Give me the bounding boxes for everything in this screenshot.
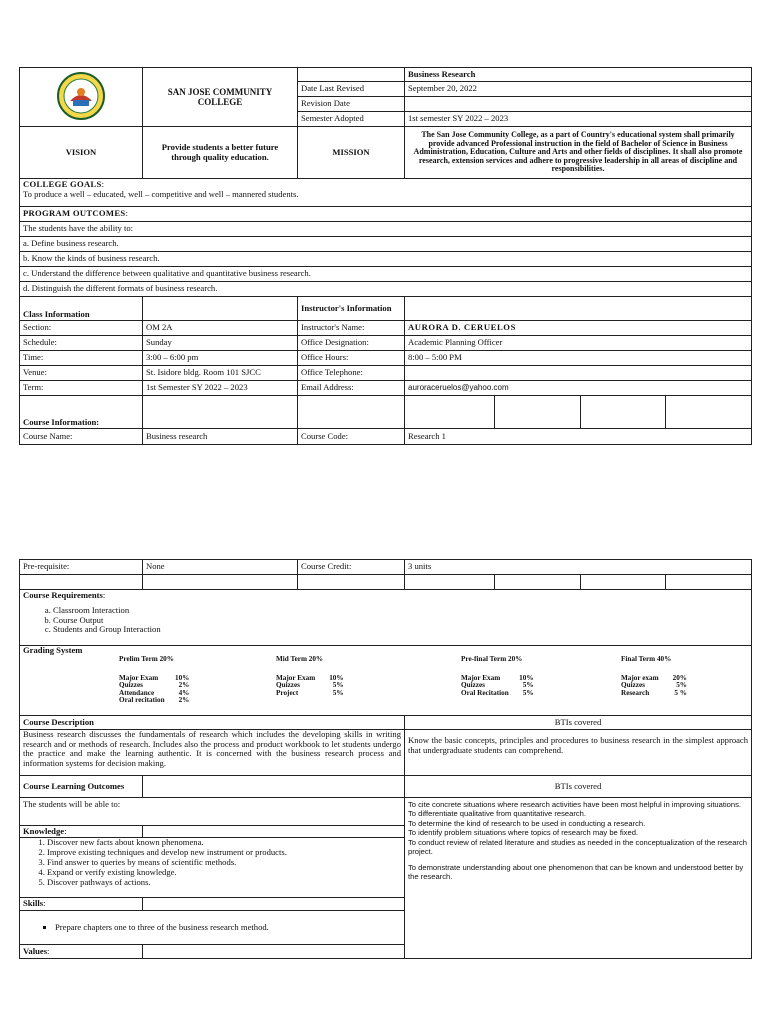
grade-item-label: Major Exam xyxy=(461,673,501,682)
course-requirements-label: Course Requirements xyxy=(23,590,103,600)
description-bti-label: BTIs covered xyxy=(405,716,752,730)
venue-label: Venue: xyxy=(20,366,143,381)
course-requirements-section: Course Requirements: a. Classroom Interaction b. Course Output c. Students and Group Interaction xyxy=(20,590,752,646)
course-learning-outcomes-label: Course Learning Outcomes xyxy=(20,776,143,798)
instructor-information-label: Instructor's Information xyxy=(298,297,405,321)
skills-item: ▪ Prepare chapters one to three of the business research method. xyxy=(55,923,401,933)
grade-item-weight: 5% xyxy=(522,688,534,697)
grade-item-label: Oral Recitation xyxy=(461,688,509,697)
course-name-label: Course Name: xyxy=(20,429,143,445)
blank-cell xyxy=(20,575,143,590)
mid-term-grading xyxy=(276,655,344,697)
syllabus-details-table xyxy=(19,559,752,959)
term-label: Term: xyxy=(20,381,143,396)
grade-item-weight: 5% xyxy=(332,688,344,697)
prefinal-term-heading: Pre-final Term 20% xyxy=(461,655,523,664)
office-hours-value: 8:00 – 5:00 PM xyxy=(405,351,752,366)
revision-date-value xyxy=(405,97,752,112)
blank-cell xyxy=(581,575,666,590)
office-hours-label: Office Hours: xyxy=(298,351,405,366)
skills-label: Skills xyxy=(23,898,44,909)
class-information-label: Class Information xyxy=(20,297,143,321)
section-value: OM 2A xyxy=(143,321,298,336)
blank-cell xyxy=(666,575,752,590)
values-label: Values xyxy=(23,945,48,956)
grade-item-weight: 5% xyxy=(332,681,344,690)
class-info-blank xyxy=(143,297,298,321)
grade-item-label: Major Exam xyxy=(276,673,316,682)
course-info-blank xyxy=(581,396,666,429)
outcomes-bti-label: BTIs covered xyxy=(405,776,752,798)
semester-adopted-value: 1st semester SY 2022 – 2023 xyxy=(405,112,752,127)
knowledge-item: 4. Expand or verify existing knowledge. xyxy=(47,868,401,878)
syllabus-page-top xyxy=(19,67,751,445)
grading-system-label: Grading System xyxy=(23,645,83,655)
office-telephone-value xyxy=(405,366,752,381)
program-outcome-item: a. Define business research. xyxy=(20,237,752,252)
bti-item: To differentiate qualitative from quantitative research. xyxy=(408,809,586,819)
college-name: SAN JOSE COMMUNITY COLLEGE xyxy=(143,68,298,127)
knowledge-label: Knowledge xyxy=(23,825,65,836)
grade-item-label: Quizzes xyxy=(461,681,485,690)
knowledge-item: 1. Discover new facts about known phenomena. xyxy=(47,838,401,848)
semester-adopted-label: Semester Adopted xyxy=(298,112,405,127)
instructor-info-blank xyxy=(405,297,752,321)
course-title: Business Research xyxy=(405,68,752,82)
college-goals-text: To produce a well – educated, well – competitive and well – mannered students. xyxy=(23,188,299,199)
requirements-list xyxy=(23,606,748,636)
syllabus-page-bottom xyxy=(19,559,751,959)
requirement-item: c. Students and Group Interaction xyxy=(53,625,748,635)
program-outcome-item: c. Understand the difference between qualitative and quantitative business research. xyxy=(20,267,752,282)
grade-item-weight: 5% xyxy=(676,681,687,690)
section-label: Section: xyxy=(20,321,143,336)
blank-cell xyxy=(143,575,298,590)
outcomes-bti-list xyxy=(405,798,752,959)
college-goals-section: COLLEGE GOALS: To produce a well – educated, well – competitive and well – mannered students. xyxy=(20,179,752,207)
email-label: Email Address: xyxy=(298,381,405,396)
bti-item: To cite concrete situations where research activities have been most helpful in improving situations. xyxy=(408,800,742,809)
vision-label: VISION xyxy=(20,127,143,179)
requirement-item: b. Course Output xyxy=(53,616,748,626)
blank-cell xyxy=(405,575,495,590)
grade-item-weight: 4% xyxy=(178,688,190,697)
bti-item: To demonstrate understanding about one phenomenon that can be known and understood better by the research. xyxy=(408,862,744,882)
grade-item-weight: 2% xyxy=(178,681,190,690)
bti-item: To identify problem situations where topics of research may be fixed. xyxy=(408,828,639,838)
blank-cell xyxy=(143,826,405,838)
prelim-term-heading: Prelim Term 20% xyxy=(119,655,174,664)
instructor-name-value: AURORA D. CERUELOS xyxy=(405,321,752,336)
time-label: Time: xyxy=(20,351,143,366)
mission-text: The San Jose Community College, as a part of Country's educational system shall primarily provide advanced Professional instruction in the field of Bachelor of Science in Business Administration, Education, Culture and Arts and other fields of disciplines. It shall also promote research, extension services and adhere to progressive leadership in all areas of discipline and responsibilities. xyxy=(405,127,752,179)
grade-item-label: Oral recitation xyxy=(119,696,165,705)
course-credit-label: Course Credit: xyxy=(298,560,405,575)
description-bti-text: Know the basic concepts, principles and procedures to business research in the simplest approach that undergraduate students can comprehend. xyxy=(405,730,752,776)
learning-outcomes-intro: The students will be able to: xyxy=(20,798,405,826)
blank-cell xyxy=(298,575,405,590)
blank-cell xyxy=(143,898,405,911)
course-info-blank xyxy=(666,396,752,429)
grade-item-label: Attendance xyxy=(119,688,155,697)
date-last-revised-value: September 20, 2022 xyxy=(405,82,752,97)
skills-header: Skills: xyxy=(20,898,143,911)
grade-item-weight: 5 % xyxy=(674,688,687,697)
revision-date-label: Revision Date xyxy=(298,97,405,112)
time-value: 3:00 – 6:00 pm xyxy=(143,351,298,366)
knowledge-list xyxy=(23,838,401,887)
program-outcomes-label: PROGRAM OUTCOMES xyxy=(23,208,126,219)
requirement-item: a. Classroom Interaction xyxy=(53,606,748,616)
program-outcomes-intro: The students have the ability to: xyxy=(20,222,752,237)
grade-item-weight: 2% xyxy=(178,696,190,705)
venue-value: St. Isidore bldg. Room 101 SJCC xyxy=(143,366,298,381)
college-goals-label: COLLEGE GOALS xyxy=(23,179,102,189)
logo-cell xyxy=(20,68,143,127)
program-outcome-item: b. Know the kinds of business research. xyxy=(20,252,752,267)
course-information-label: Course Information: xyxy=(20,396,143,429)
grade-item-label: Major exam xyxy=(621,673,659,682)
office-telephone-label: Office Telephone: xyxy=(298,366,405,381)
schedule-value: Sunday xyxy=(143,336,298,351)
blank-cell xyxy=(495,575,581,590)
grade-item-label: Quizzes xyxy=(621,681,645,690)
skills-list xyxy=(23,923,401,933)
grade-item-weight: 10% xyxy=(329,673,344,682)
course-credit-value: 3 units xyxy=(405,560,752,575)
blank-cell xyxy=(143,945,405,959)
final-term-grading xyxy=(621,655,687,697)
program-outcome-item: d. Distinguish the different formats of business research. xyxy=(20,282,752,297)
course-code-value: Research 1 xyxy=(405,429,752,445)
email-value: auroraceruelos@yahoo.com xyxy=(405,381,752,396)
grade-item-weight: 20% xyxy=(672,673,687,682)
prerequisite-value: None xyxy=(143,560,298,575)
schedule-label: Schedule: xyxy=(20,336,143,351)
program-outcomes-header: PROGRAM OUTCOMES: xyxy=(20,207,752,222)
syllabus-header-table xyxy=(19,67,752,445)
bti-item: To determine the kind of research to be used in conducting a research. xyxy=(408,818,646,828)
knowledge-header: Knowledge: xyxy=(20,826,143,838)
knowledge-item: 3. Find answer to queries by means of scientific methods. xyxy=(47,858,401,868)
course-info-blank xyxy=(298,396,405,429)
knowledge-item: 5. Discover pathways of actions. xyxy=(47,878,401,888)
course-info-blank xyxy=(495,396,581,429)
course-name-value: Business research xyxy=(143,429,298,445)
instructor-name-label: Instructor's Name: xyxy=(298,321,405,336)
course-code-label: Course Code: xyxy=(298,429,405,445)
prefinal-term-grading xyxy=(461,655,534,697)
mission-label: MISSION xyxy=(298,127,405,179)
bti-item: To conduct review of related literature and studies as needed in the conceptualization of the research project. xyxy=(408,837,747,857)
grade-item-weight: 5% xyxy=(522,681,534,690)
grade-item-label: Quizzes xyxy=(119,681,143,690)
grading-system-section xyxy=(20,646,752,716)
grade-item-label: Major Exam xyxy=(119,673,159,682)
final-term-heading: Final Term 40% xyxy=(621,655,672,664)
grade-item-label: Project xyxy=(276,688,299,697)
knowledge-item: 2. Improve existing techniques and develop new instrument or products. xyxy=(47,848,401,858)
values-header: Values: xyxy=(20,945,143,959)
header-blank-cell xyxy=(298,68,405,82)
course-description-label: Course Description xyxy=(20,716,405,730)
college-seal-logo xyxy=(56,71,106,121)
mid-term-heading: Mid Term 20% xyxy=(276,655,324,664)
prelim-term-grading xyxy=(119,655,189,704)
date-last-revised-label: Date Last Revised xyxy=(298,82,405,97)
office-designation-label: Office Designation: xyxy=(298,336,405,351)
course-info-blank xyxy=(143,396,298,429)
skills-section xyxy=(20,911,405,945)
course-info-blank xyxy=(405,396,495,429)
grading-breakdown xyxy=(23,655,748,711)
blank-cell xyxy=(143,776,405,798)
office-designation-value: Academic Planning Officer xyxy=(405,336,752,351)
prerequisite-label: Pre-requisite: xyxy=(20,560,143,575)
course-description-text: Business research discusses the fundamentals of research which includes the developing skills in writing research and or methods of research. Includes also the process and product workbook to let students undergo the practice and make the learning authentic. It is concerned with the business research process and information systems for decision making. xyxy=(20,730,405,776)
vision-text: Provide students a better future through quality education. xyxy=(143,127,298,179)
grade-item-label: Research xyxy=(621,688,650,697)
grade-item-weight: 10% xyxy=(174,673,190,682)
grade-item-label: Quizzes xyxy=(276,681,300,690)
grade-item-weight: 10% xyxy=(519,673,534,682)
knowledge-section xyxy=(20,838,405,898)
term-value: 1st Semester SY 2022 – 2023 xyxy=(143,381,298,396)
